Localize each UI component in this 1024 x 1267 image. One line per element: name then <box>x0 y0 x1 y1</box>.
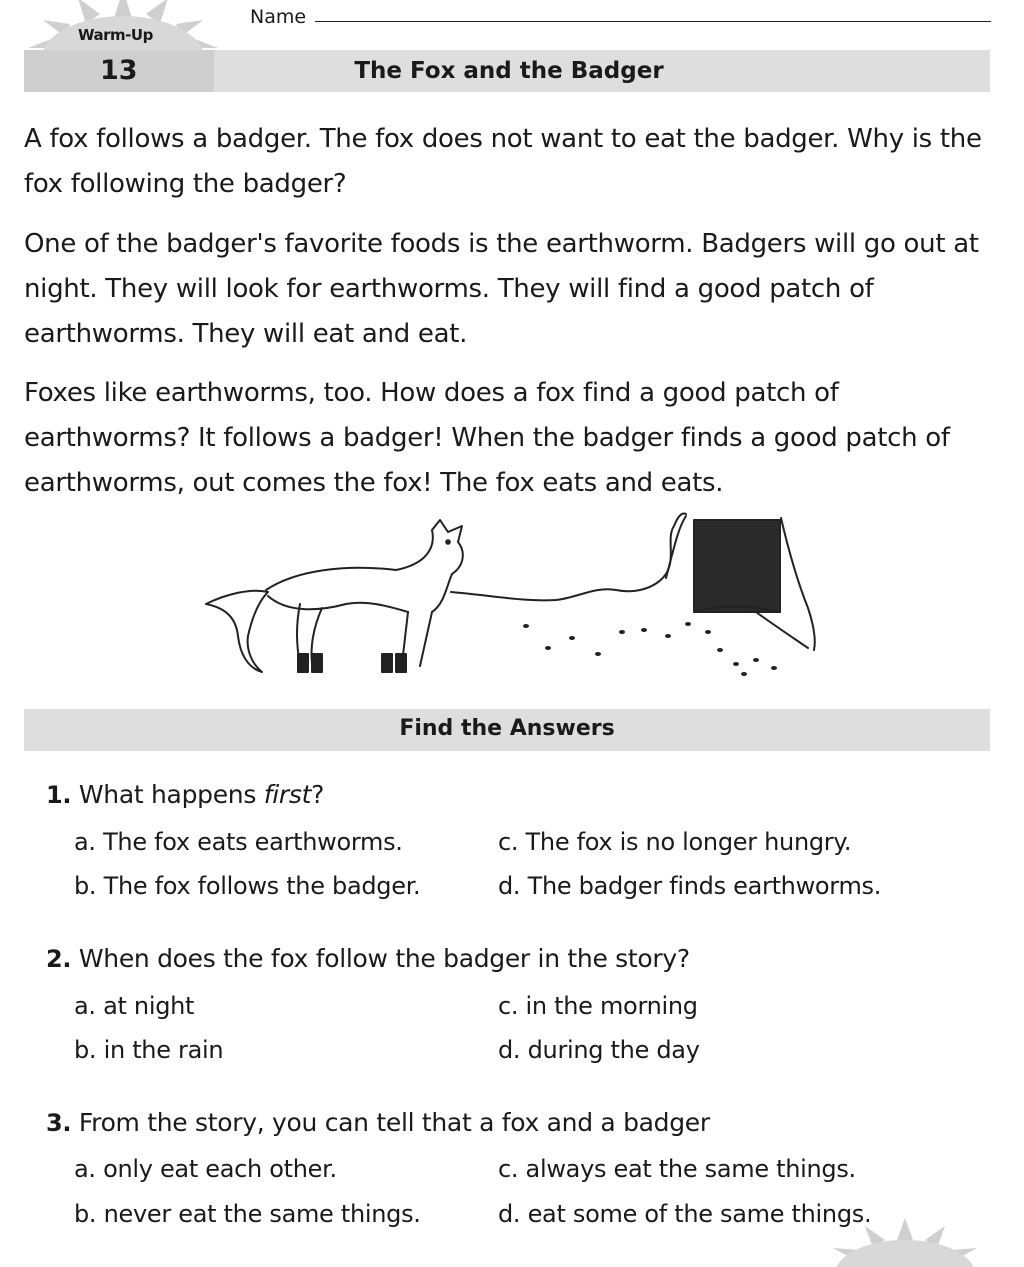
warmup-number: 13 <box>100 55 138 86</box>
answer-option[interactable]: c. The fox is no longer hungry. <box>498 828 852 856</box>
answers-section-title: Find the Answers <box>399 716 615 741</box>
passage-paragraph: A fox follows a badger. The fox does not want to eat the badger. Why is the fox following the badger? <box>24 124 982 199</box>
question-text: ? <box>311 780 325 809</box>
answer-option[interactable]: d. The badger finds earthworms. <box>498 872 882 900</box>
question <box>46 780 324 809</box>
warmup-badge-label: Warm-Up <box>78 26 153 44</box>
question-number: 1. <box>46 781 72 809</box>
question-emphasis: first <box>263 780 312 809</box>
question <box>46 1108 710 1137</box>
name-label: Name <box>250 6 307 28</box>
page-title: The Fox and the Badger <box>354 58 664 84</box>
answer-option[interactable]: d. during the day <box>498 1036 700 1064</box>
answer-option[interactable]: c. in the morning <box>498 992 698 1020</box>
answer-option[interactable]: b. in the rain <box>74 1036 224 1064</box>
question-text: What happens <box>78 780 264 809</box>
answer-option[interactable]: b. The fox follows the badger. <box>74 872 421 900</box>
question-number: 3. <box>46 1109 72 1137</box>
answer-option[interactable]: a. The fox eats earthworms. <box>74 828 403 856</box>
passage-paragraph: One of the badger's favorite foods is the earthworm. Badgers will go out at night. They will look for earthworms. They will find a good patch of earthworms. They will eat and eat. <box>24 229 979 349</box>
name-line[interactable] <box>315 21 991 22</box>
answer-option[interactable]: d. eat some of the same things. <box>498 1200 872 1228</box>
question-number: 2. <box>46 945 72 973</box>
answer-option[interactable]: b. never eat the same things. <box>74 1200 421 1228</box>
passage-paragraph: Foxes like earthworms, too. How does a fox find a good patch of earthworms? It follows a badger! When the badger finds a good patch of earthworms, out comes the fox! The fox eats and eats. <box>24 378 950 498</box>
question <box>46 944 690 973</box>
page-sun-icon <box>815 1218 995 1267</box>
fox-badger-illustration <box>196 508 826 690</box>
question-text: From the story, you can tell that a fox and a badger <box>78 1108 710 1137</box>
answer-option[interactable]: a. only eat each other. <box>74 1155 337 1183</box>
answer-option[interactable]: a. at night <box>74 992 195 1020</box>
answer-option[interactable]: c. always eat the same things. <box>498 1155 856 1183</box>
question-text: When does the fox follow the badger in the story? <box>78 944 690 973</box>
